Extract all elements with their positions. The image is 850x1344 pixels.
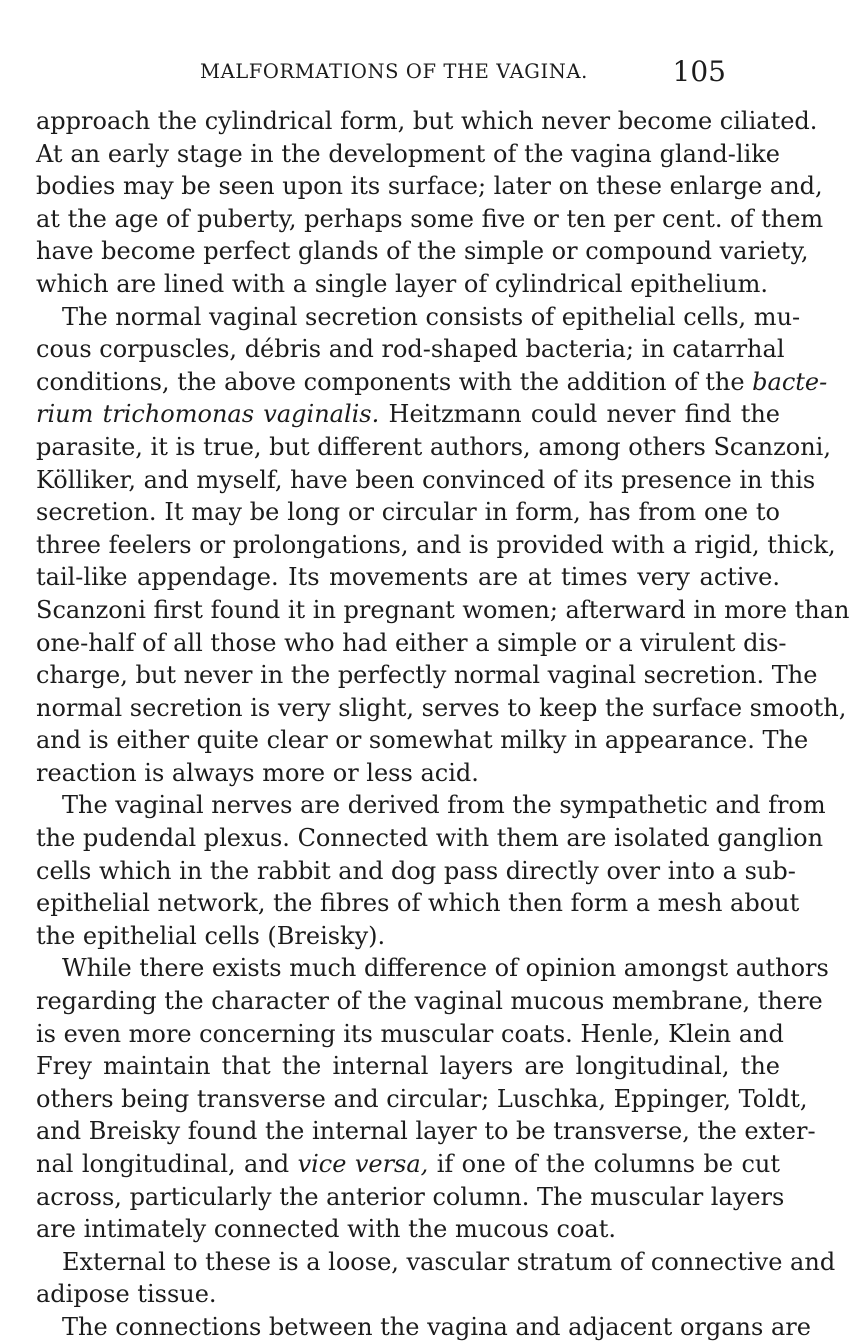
text-run: The vaginal nerves are derived from the sympathetic and from — [62, 791, 826, 820]
text-line — [36, 887, 800, 920]
text-line — [36, 1083, 808, 1116]
text-run: The normal vaginal secretion consists of epithelial cells, mu- — [62, 302, 801, 331]
text-line — [36, 1278, 780, 1311]
text-line — [36, 203, 824, 236]
text-line — [36, 692, 847, 725]
running-head — [148, 52, 726, 88]
text-line — [36, 659, 818, 692]
text-run: approach the cylindrical form, but which never become ciliated. — [36, 107, 818, 135]
running-title: MALFORMATIONS OF THE VAGINA. — [200, 60, 588, 83]
text-run: Scanzoni first found it in pregnant women; afterward in more than — [36, 595, 850, 624]
italic-text: vice versa, — [297, 1150, 429, 1178]
text-line — [36, 594, 850, 627]
text-run: is even more concerning its muscular coats. Henle, Klein and — [36, 1019, 784, 1048]
text-run: the epithelial cells (Breisky). — [36, 921, 386, 950]
text-run: External to these is a loose, vascular stratum of connective and — [62, 1247, 836, 1276]
text-line — [36, 138, 780, 171]
text-run: charge, but never in the perfectly normal vaginal secretion. The — [36, 661, 818, 690]
text-run: at the age of puberty, perhaps some five or ten per cent. of them — [36, 204, 824, 233]
text-run: the pudendal plexus. Connected with them are isolated ganglion — [36, 824, 824, 853]
text-run: At an early stage in the development of the vagina gland-like — [36, 139, 780, 168]
text-line — [36, 235, 809, 268]
text-run: others being transverse and circular; Luschka, Eppinger, Toldt, — [36, 1084, 808, 1113]
text-line — [36, 496, 780, 529]
text-run: Heitzmann could never find the — [379, 400, 780, 429]
text-line — [36, 627, 787, 660]
text-line — [36, 431, 831, 464]
text-line — [36, 529, 836, 562]
text-run: three feelers or prolongations, and is provided with a rigid, thick, — [36, 530, 836, 559]
text-line — [36, 170, 823, 203]
text-run: reaction is always more or less acid. — [36, 758, 479, 787]
text-run: one-half of all those who had either a simple or a virulent dis- — [36, 628, 787, 657]
text-line — [36, 985, 823, 1018]
body-text — [36, 105, 850, 1344]
italic-text: bacte- — [752, 367, 828, 396]
text-run: normal secretion is very slight, serves to keep the surface smooth, — [36, 693, 847, 722]
text-run: across, particularly the anterior column. The muscular layers — [36, 1182, 785, 1211]
text-line — [36, 920, 780, 953]
text-line — [36, 333, 785, 366]
text-run: if one of the columns be cut — [428, 1150, 780, 1178]
text-line — [36, 1311, 811, 1344]
text-run: Kölliker, and myself, have been convinced of its presence in this — [36, 465, 816, 494]
text-run: bodies may be seen upon its surface; later on these enlarge and, — [36, 172, 823, 201]
text-line — [36, 1050, 780, 1083]
text-line — [36, 789, 826, 822]
text-line — [36, 1018, 784, 1051]
text-run: adipose tissue. — [36, 1280, 217, 1309]
text-run: are intimately connected with the mucous coat. — [36, 1215, 616, 1244]
text-run: epithelial network, the fibres of which then form a mesh about — [36, 889, 800, 918]
text-run: While there exists much difference of opinion amongst authors — [62, 954, 829, 983]
text-run: cells which in the rabbit and dog pass directly over into a sub- — [36, 856, 796, 885]
text-line — [36, 952, 829, 985]
text-line — [36, 268, 780, 301]
text-line — [36, 1115, 816, 1148]
text-line — [36, 561, 780, 594]
text-line — [36, 1246, 836, 1279]
text-run: have become perfect glands of the simple or compound variety, — [36, 237, 809, 266]
text-run: which are lined with a single layer of cylindrical epithelium. — [36, 269, 768, 298]
text-line — [36, 724, 809, 757]
text-line — [36, 822, 824, 855]
text-line — [36, 1148, 780, 1181]
text-run: tail-like appendage. Its movements are at times very active. — [36, 563, 780, 592]
text-run: secretion. It may be long or circular in form, has from one to — [36, 498, 780, 527]
text-line — [36, 105, 818, 138]
text-line — [36, 398, 780, 431]
text-line — [36, 757, 780, 790]
text-line — [36, 301, 801, 334]
text-run: nal longitudinal, and — [36, 1150, 298, 1178]
text-line — [36, 855, 796, 888]
text-run: and Breisky found the internal layer to be transverse, the exter- — [36, 1117, 816, 1146]
text-line — [36, 1181, 785, 1214]
text-run: parasite, it is true, but different authors, among others Scanzoni, — [36, 432, 831, 461]
text-run: conditions, the above components with the addition of the — [36, 367, 753, 396]
text-line — [36, 1213, 780, 1246]
text-line — [36, 464, 816, 497]
text-run: Frey maintain that the internal layers are longitudinal, the — [36, 1052, 780, 1081]
text-line — [36, 366, 828, 399]
text-run: cous corpuscles, débris and rod-shaped bacteria; in catarrhal — [36, 335, 785, 364]
text-run: regarding the character of the vaginal mucous membrane, there — [36, 987, 823, 1016]
italic-text: rium trichomonas vaginalis. — [36, 400, 380, 429]
text-run: The connections between the vagina and adjacent organs are — [62, 1312, 811, 1341]
text-run: and is either quite clear or somewhat milky in appearance. The — [36, 726, 809, 755]
page-number: 105 — [672, 55, 726, 88]
